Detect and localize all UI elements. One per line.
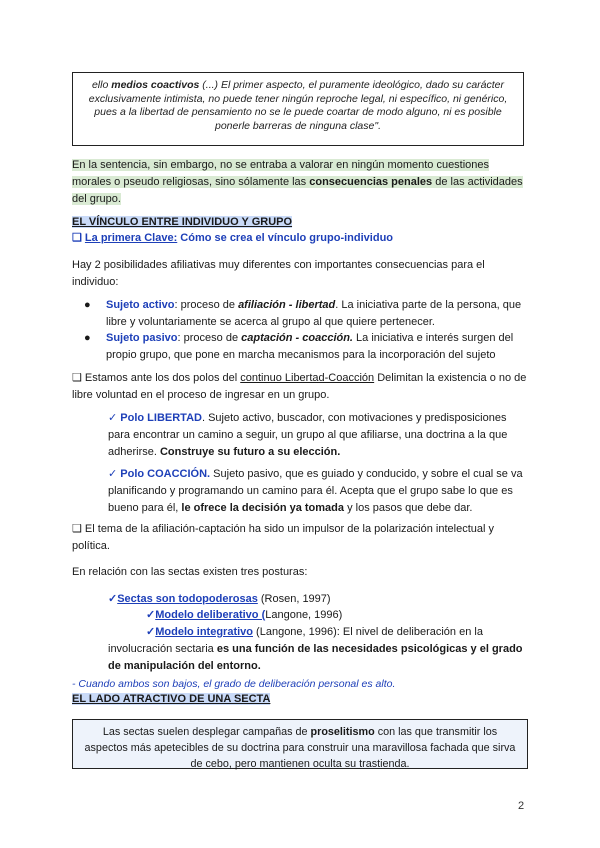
quote-box — [72, 72, 524, 146]
bullet-term: captación - coacción. — [241, 332, 353, 344]
postura-ref: (Langone, 1996): El nivel de deliberación en la involucración sectaria — [108, 626, 483, 655]
clave-text: Cómo se crea el vínculo grupo-individuo — [177, 232, 394, 244]
sentencia-text: En la sentencia, sin embargo, no se entraba a valorar en ningún momento cuestiones morales o pseudo religiosas, sino sólamente las — [72, 159, 490, 188]
polo-label: Polo COACCIÓN. — [120, 468, 211, 480]
postura-bold: es una función de las necesidades psicológicas y el grado de manipulación del entorno. — [108, 643, 523, 672]
check-icon: ✓ — [108, 593, 118, 605]
bullet-colon: : proceso de — [177, 332, 242, 344]
polo-text: Sujeto pasivo, que es guiado y conducido, y sobre el cual se va planificando y programando un camino para él. Acepta que el grupo sabe lo que es bueno para él, — [108, 468, 523, 514]
sentencia-bold: consecuencias penales — [309, 176, 433, 188]
section-title: EL LADO ATRACTIVO DE UNA SECTA — [72, 693, 271, 705]
intro-paragraph: Hay 2 posibilidades afiliativas muy diferentes con importantes consecuencias para el individuo: — [72, 259, 485, 288]
quote-bold: medios coactivos — [111, 79, 200, 91]
postura-label[interactable]: Modelo deliberativo ( — [155, 609, 266, 621]
continuo-link: continuo Libertad-Coacción — [240, 372, 375, 384]
cebo-bold: proselitismo — [310, 726, 375, 738]
bullet-dot-icon: ● — [84, 299, 91, 311]
section-heading-vinculo — [72, 214, 528, 231]
cebo-text: Las sectas suelen desplegar campañas de — [102, 726, 311, 738]
checkbox-icon: ❑ — [72, 523, 85, 535]
bullet-label: Sujeto activo — [106, 299, 175, 311]
clave-link[interactable]: La primera Clave: — [84, 232, 178, 244]
section-title: EL VÍNCULO ENTRE INDIVIDUO Y GRUPO — [72, 216, 293, 228]
polarizacion-paragraph — [72, 521, 528, 555]
page-number: 2 — [518, 800, 525, 812]
polo-bold: Construye su futuro a su elección. — [159, 446, 341, 458]
check-icon: ✓ — [108, 412, 121, 424]
bullet-text: La iniciativa e interés surgen del propio grupo, que pone en marcha mecanismos para la incorporación del sujeto — [106, 332, 514, 361]
polo-bold: le ofrece la decisión ya tomada — [181, 502, 345, 514]
postura-1 — [108, 591, 528, 608]
checkbox-icon: ❑ — [72, 232, 85, 244]
section-heading-atractivo — [72, 691, 528, 708]
cebo-text-end: con las que transmitir los aspectos más apetecibles de su doctrina para construir una maravillosa fachada que sirva de cebo, pero mantienen oculta su trastienda. — [84, 726, 516, 770]
polo-coaccion — [108, 466, 528, 517]
postura-ref: Langone, 1996) — [265, 609, 343, 621]
bullet-sujeto-activo — [84, 297, 530, 331]
sentencia-paragraph — [72, 157, 528, 208]
polos-text: Estamos ante los dos polos del — [84, 372, 241, 384]
postura-label[interactable]: Modelo integrativo — [155, 626, 253, 638]
polo-libertad — [108, 410, 528, 461]
bullet-sujeto-pasivo — [84, 330, 530, 364]
quote-prefix: ello — [91, 79, 112, 91]
polos-text-end: Delimitan la existencia o no de libre voluntad en el proceso de ingresar en un grupo. — [72, 372, 527, 401]
quote-text: (...) El primer aspecto, el puramente ideológico, dado su carácter exclusivamente intimista, no puede tener ningún reproche legal, ni específico, ni genérico, pues a la libertad de pensamiento no se le puede coartar de modo alguno, ni es posible ponerle barreras de ninguna clase". — [88, 79, 508, 132]
polos-intro-paragraph — [72, 370, 528, 404]
postura-label[interactable]: Sectas son todopoderosas — [117, 593, 258, 605]
bullet-label: Sujeto pasivo — [106, 332, 178, 344]
bullet-term: afiliación - libertad — [238, 299, 336, 311]
checkbox-icon: ❑ — [72, 372, 85, 384]
polo-text: . Sujeto activo, buscador, con motivaciones y predisposiciones para encontrar un camino a seguir, un grupo al que afiliarse, una doctrina a la que adherirse. — [108, 412, 508, 458]
polarizacion-text: El tema de la afiliación-captación ha sido un impulsor de la polarización intelectual y política. — [72, 523, 494, 552]
check-icon: ✓ — [146, 626, 156, 638]
postura-2 — [146, 607, 528, 624]
bullet-dot-icon: ● — [84, 332, 91, 344]
postura-3 — [108, 624, 528, 675]
check-icon: ✓ — [108, 468, 121, 480]
sentencia-text-end: de las actividades del grupo. — [72, 176, 523, 205]
check-icon: ✓ — [146, 609, 156, 621]
bullet-colon: : proceso de — [174, 299, 239, 311]
postura-ref: (Rosen, 1997) — [257, 593, 331, 605]
clave-line — [72, 230, 528, 247]
cebo-box — [72, 719, 528, 769]
note-line: - Cuando ambos son bajos, el grado de deliberación personal es alto. — [72, 678, 396, 690]
bullet-text: . La iniciativa parte de la persona, que libre y voluntariamente se acerca al grupo al que quiere pertenecer. — [106, 299, 522, 328]
posturas-intro: En relación con las sectas existen tres posturas: — [72, 566, 308, 578]
polo-text-end: y los pasos que debe dar. — [344, 502, 473, 514]
polo-label: Polo LIBERTAD — [120, 412, 202, 424]
